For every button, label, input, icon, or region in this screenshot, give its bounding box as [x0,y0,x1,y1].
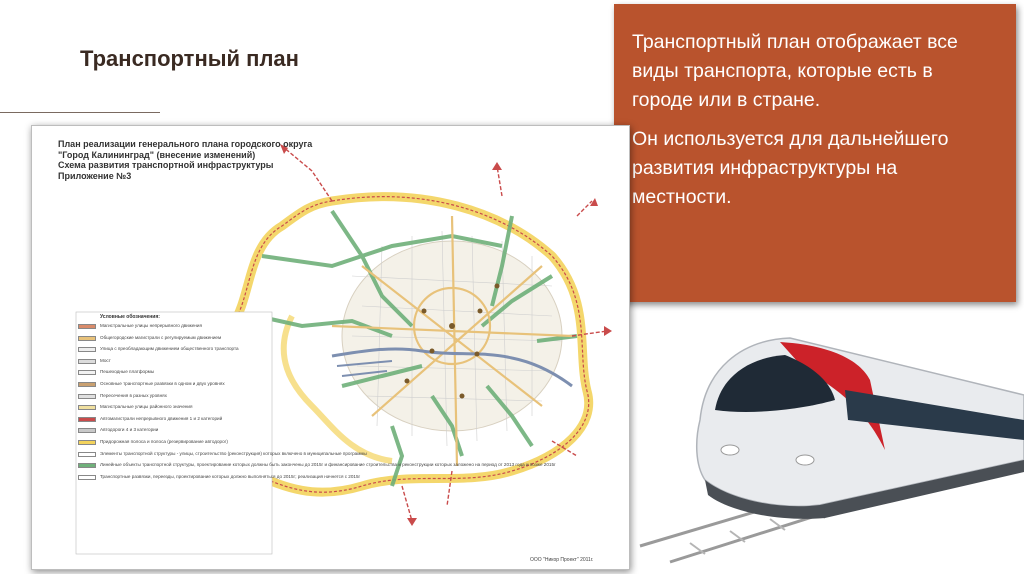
legend-item [78,403,268,415]
legend-title: Условные обозначения: [100,314,160,320]
legend-swatch [78,452,96,457]
legend-label: Пешеходные платформы [100,369,155,375]
legend-item [78,426,268,438]
map-heading-line: "Город Калининград" (внесение изменений) [58,149,256,160]
train-icon [630,300,1024,574]
map-heading-line: План реализации генерального плана городского округа [58,139,313,149]
legend-label: Элементы транспортной структуры - улицы, строительство (реконструкция) которых включено в муниципальные программы [100,450,367,456]
description-paragraph-1: Транспортный план отображает все виды транспорта, которые есть в городе или в стране. [632,31,958,111]
slide-title: Транспортный план [80,46,299,71]
legend-label: Автодороги 4 и 3 категории [100,427,159,433]
legend-item [78,415,268,427]
legend-label: Магистральные улицы непрерывного движения [100,323,202,328]
description-callout [614,4,1016,302]
description-paragraph-2: Он используется для дальнейшего развития инфраструктуры на местности. [632,128,949,208]
legend-swatch [78,336,96,341]
legend-item [78,450,367,462]
legend-label: Магистральные улицы районного значения [100,404,193,410]
legend-item [78,345,268,357]
legend-label: Основные транспортные развязки в одном и двух уровнях [100,380,225,386]
legend-swatch [78,440,96,445]
legend-label: Транспортные развязки, переезды, проектирование которых должно выполняться до 2015г; реализация начнется с 2015г [100,473,361,479]
map-heading-line: Схема развития транспортной инфраструктуры [58,160,274,170]
legend-item [78,461,556,473]
legend-swatch [78,347,96,352]
legend-label: Линейные объекты транспортной структуры, проектирование которых должны быть закончены до 2015г и финансирование строительства и реконструкции которых заложено на период от 2013 года и позже 2015г [100,462,556,468]
legend-label: Общегородские магистрали с регулируемым движением [100,334,222,340]
legend-label: Мост [100,357,111,363]
legend-swatch [78,370,96,375]
legend-item [78,334,268,346]
legend-swatch [78,359,96,364]
legend-item [78,357,268,369]
title-divider [0,112,160,113]
legend-swatch [78,405,96,410]
legend-swatch [78,382,96,387]
transport-plan-map [31,125,630,570]
map-heading-line: Приложение №3 [58,170,132,181]
legend-item [78,380,268,392]
map-heading [58,139,312,181]
legend-swatch [78,463,96,468]
map-legend [78,314,556,484]
legend-swatch [78,394,96,399]
legend-item [78,438,268,450]
legend-label: Автомагистрали непрерывного движения 1 и 2 категорий [100,415,223,421]
legend-swatch [78,417,96,422]
legend-item [78,473,361,485]
legend-swatch [78,428,96,433]
legend-label: Придорожная полоса и полоса (резервирование автодорог) [100,438,228,444]
legend-swatch [78,324,96,329]
legend-swatch [78,475,96,480]
legend-label: Пересечения в разных уровнях [100,392,167,398]
legend-item [78,322,268,334]
legend-label: Улица с преобладающим движением общественного транспорта [100,346,239,352]
legend-item [78,392,268,404]
map-footer: ООО "Никор Проект" 2011г. [530,557,594,563]
legend-item [78,368,268,380]
